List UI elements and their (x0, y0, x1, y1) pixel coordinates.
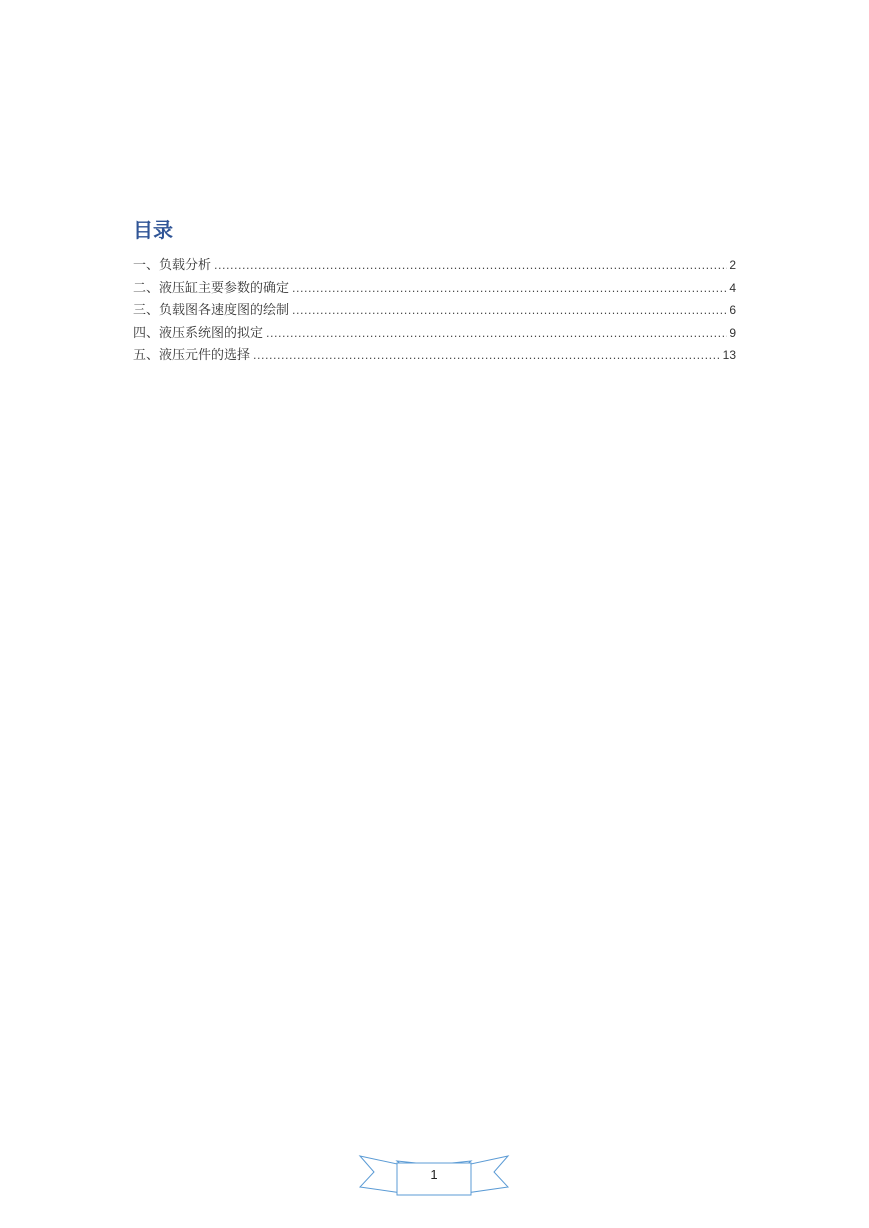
toc-entry-cylinder-parameters[interactable] (133, 278, 736, 301)
toc-entry-component-selection[interactable] (133, 345, 736, 368)
toc-dot-leader (253, 346, 721, 366)
toc-entry-page: 2 (729, 258, 736, 272)
toc-dot-leader (292, 301, 727, 321)
toc-entry-load-velocity-diagrams[interactable] (133, 300, 736, 323)
toc-dot-leader (214, 256, 727, 276)
toc-entry-system-diagram[interactable] (133, 323, 736, 346)
ribbon-right-tail (466, 1156, 508, 1193)
toc-entry-page: 4 (729, 280, 736, 295)
toc-entry-page: 6 (729, 303, 736, 318)
page-number: 1 (430, 1167, 438, 1182)
toc-entry-title: 一、负载分析 (133, 258, 212, 273)
ribbon-left-tail (360, 1156, 402, 1193)
toc-entry-title: 四、液压系统图的拟定 (133, 325, 264, 341)
toc-entry-title: 五、液压元件的选择 (133, 348, 251, 364)
toc-entry-title: 三、负载图各速度图的绘制 (133, 303, 290, 319)
toc-entry-page: 13 (722, 348, 736, 363)
toc-entry-load-analysis[interactable] (133, 255, 736, 278)
toc-heading: 目录 (133, 218, 173, 242)
toc-list (133, 255, 736, 368)
toc-dot-leader (292, 279, 727, 299)
toc-dot-leader (266, 324, 727, 344)
toc-entry-title: 二、液压缸主要参数的确定 (133, 280, 290, 296)
toc-entry-page: 9 (729, 325, 736, 340)
